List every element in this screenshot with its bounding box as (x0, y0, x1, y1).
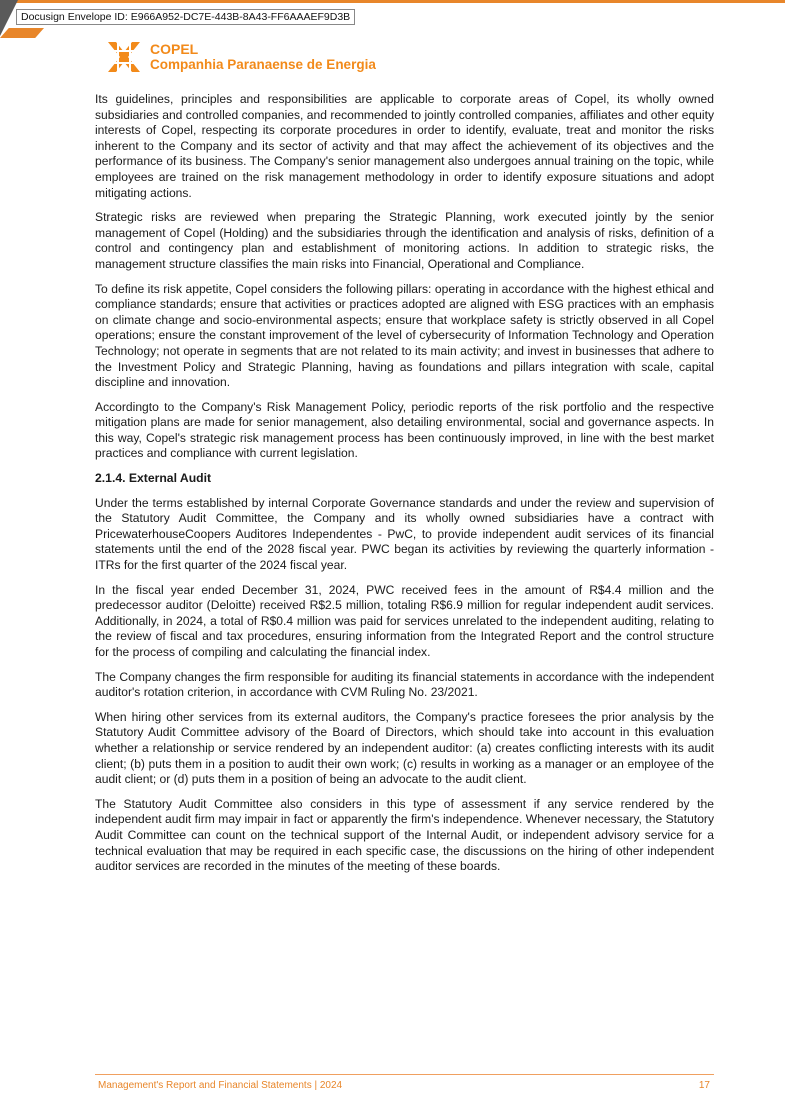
copel-logo-icon (106, 40, 142, 74)
paragraph-auditor-rotation: The Company changes the firm responsible for auditing its financial statements in accordance with the independent auditor's rotation criterion, in accordance with CVM Ruling No. 23/2021. (95, 669, 714, 700)
paragraph-strategic-risks: Strategic risks are reviewed when preparing the Strategic Planning, work executed jointly by the senior management of Copel (Holding) and the subsidiaries through the identification and analysis of risks, definition of a control and contingency plan and establishment of monitoring actions. In addition to strategic risks, the management structure classifies the main risks into Financial, Operational and Compliance. (95, 210, 714, 271)
logo-text (150, 42, 376, 72)
top-accent-line (0, 0, 785, 3)
paragraph-other-services: When hiring other services from its external auditors, the Company's practice foresees the prior analysis by the Statutory Audit Committee advisory of the Board of Directors, which should take into account in this evaluation whether a relationship or service rendered by an independent auditor: (a) creates conflicting interests with its audit client; (b) puts them in a position to audit their own work; (c) results in working as a manager or an employee of the audit client; or (d) puts them in a position of being an advocate to the audit client. (95, 709, 714, 787)
envelope-id-label: Docusign Envelope ID: E966A952-DC7E-443B-8A43-FF6AAAEF9D3B (16, 9, 355, 25)
document-body (95, 92, 714, 884)
paragraph-risk-policy: Accordingto to the Company's Risk Management Policy, periodic reports of the risk portfolio and the respective mitigation plans are made for senior management, also detailing environmental, social and governance aspects. In this way, Copel's strategic risk management process has been continuously improved, in line with the best market practices and compliance with current legislation. (95, 399, 714, 461)
section-heading-external-audit: 2.1.4. External Audit (95, 471, 212, 486)
paragraph-guidelines: Its guidelines, principles and responsibilities are applicable to corporate areas of Copel, its wholly owned subsidiaries and controlled companies, and recommended to jointly controlled companies, affiliates and other equity interests of Copel, respecting its corporate procedures in order to identify, evaluate, treat and monitor the risks inherent to the Company and its sector of activity and that may affect the achievement of its objectives and the performance of its business. The Company's senior management also undergoes annual training on the topic, while employees are trained on the risk management methodology in order to identify exposure situations and adopt mitigating actions. (95, 92, 714, 200)
paragraph-audit-fees: In the fiscal year ended December 31, 2024, PWC received fees in the amount of R$4.4 million and the predecessor auditor (Deloitte) received R$2.5 million, totaling R$6.9 million for regular independent audit services. Additionally, in 2024, a total of R$0.4 million was paid for services unrelated to the independent auditing, relating to the review of fiscal and tax procedures, ensuring information from the Integrated Report and the control structure for the process of compiling and calculating the financial index. (95, 582, 714, 659)
logo-full-name: Companhia Paranaense de Energia (150, 57, 376, 72)
paragraph-audit-contract: Under the terms established by internal Corporate Governance standards and under the review and supervision of the Statutory Audit Committee, the Company and its wholly owned subsidiaries have a contract with PricewaterhouseCoopers Auditores Independentes - PwC, to provide independent audit services of its financial statements until the end of the 2028 fiscal year. PWC began its activities by reviewing the quarterly information - ITRs for the first quarter of the 2024 fiscal year. (95, 495, 714, 573)
footer-divider (95, 1074, 714, 1075)
page-number: 17 (698, 1080, 710, 1091)
paragraph-risk-appetite: To define its risk appetite, Copel considers the following pillars: operating in accordance with the highest ethical and compliance standards; ensure that activities or practices adopted are aligned with ESG practices with an emphasis on climate change and socio-environmental aspects; ensure that workplace safety is strictly observed in all Copel operations; ensure the constant improvement of the level of cybersecurity of Information Technology and Operation Technology; not operate in segments that are not related to its main activity; and invest in businesses that adhere to the Investment Policy and Strategic Planning, having as foundations and pillars integration with scale, capital discipline and innovation. (95, 281, 714, 390)
logo-name: COPEL (150, 41, 199, 57)
footer-title: Management's Report and Financial Statements | 2024 (98, 1080, 343, 1091)
paragraph-independence: The Statutory Audit Committee also considers in this type of assessment if any service rendered by the independent audit firm may impair in fact or apparently the firm's independence. Whenever necessary, the Statutory Audit Committee can count on the technical support of the Internal Audit, or independent advisory service for a technical evaluation that may be required in each specific case, the discussions on the hiring of other independent auditor services are recorded in the minutes of the meeting of these boards. (95, 796, 714, 874)
page-footer (98, 1080, 710, 1091)
copel-logo (106, 40, 376, 74)
